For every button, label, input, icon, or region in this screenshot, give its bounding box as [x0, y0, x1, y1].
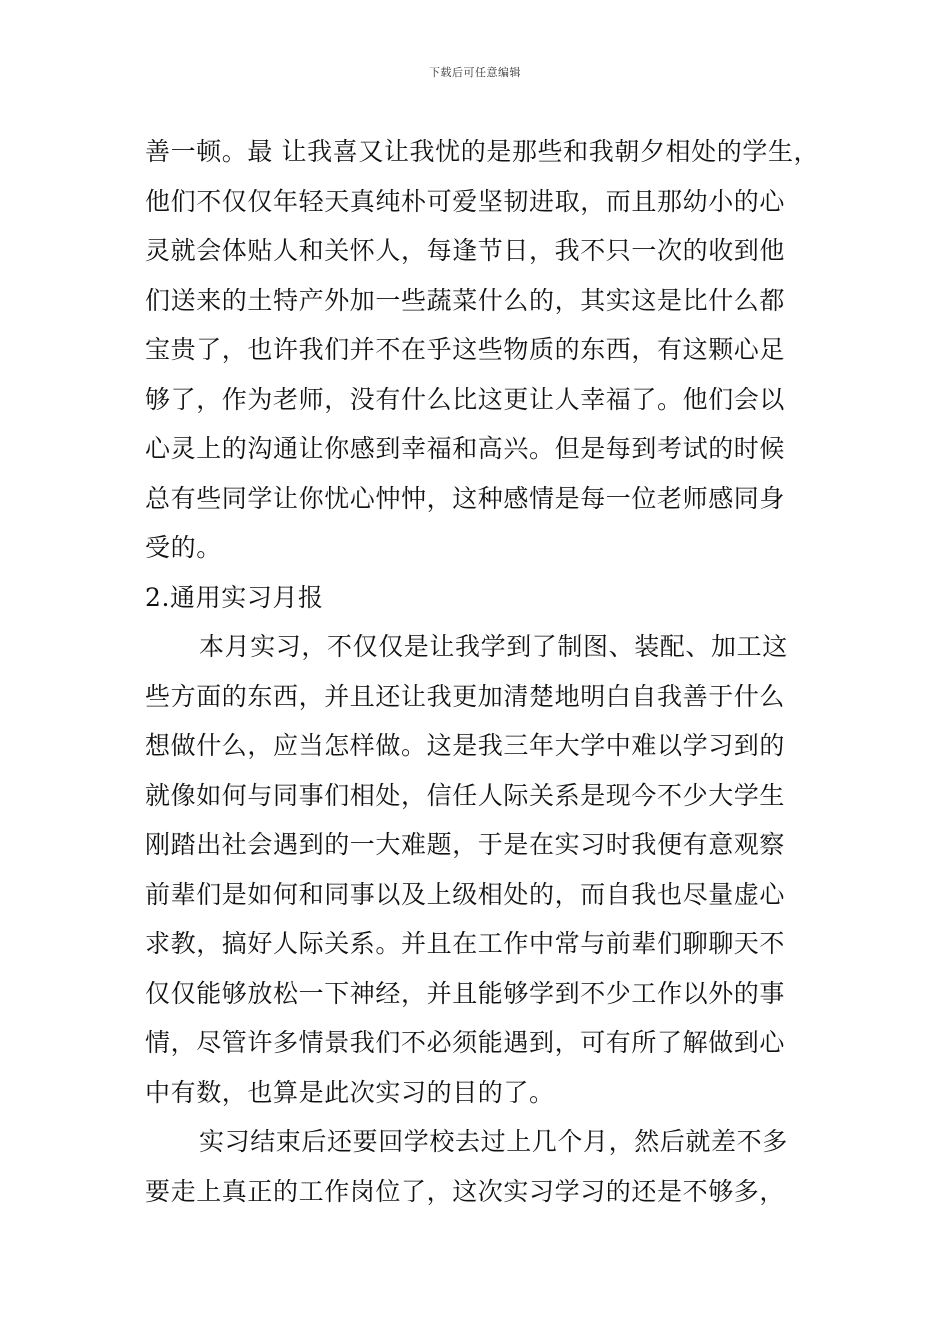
text-line: 要走上真正的工作岗位了，这次实习学习的还是不够多， — [145, 1176, 786, 1206]
text-line: 些方面的东西，并且还让我更加清楚地明白自我善于什么 — [145, 681, 786, 711]
text-line: 总有些同学让你忧心忡忡，这种感情是每一位老师感同身 — [145, 483, 786, 513]
text-line: 实习结束后还要回学校去过上几个月，然后就差不多 — [199, 1127, 788, 1156]
text-line: 受的。 — [145, 533, 222, 562]
text-line: 本月实习，不仅仅是让我学到了制图、装配、加工这 — [199, 632, 788, 661]
text-line: 宝贵了，也许我们并不在乎这些物质的东西，有这颗心足 — [145, 335, 786, 364]
text-line: 心灵上的沟通让你感到幸福和高兴。但是每到考试的时候 — [145, 434, 786, 463]
text-line: 仅仅能够放松一下神经，并且能够学到不少工作以外的事 — [145, 978, 786, 1008]
text-line: 情，尽管许多情景我们不必须能遇到，可有所了解做到心 — [145, 1028, 786, 1057]
text-line: 灵就会体贴人和关怀人，每逢节日，我不只一次的收到他 — [145, 236, 786, 265]
body-text — [145, 127, 820, 1216]
text-line: 他们不仅仅年轻天真纯朴可爱坚韧进取，而且那幼小的心 — [145, 186, 786, 216]
text-line: 够了，作为老师，没有什么比这更让人幸福了。他们会以 — [145, 384, 786, 414]
page-header: 下载后可任意编辑 — [429, 66, 521, 79]
text-line: 2.通用实习月报 — [145, 582, 324, 612]
text-line: 想做什么，应当怎样做。这是我三年大学中难以学习到的 — [145, 731, 786, 760]
text-line: 求教，搞好人际关系。并且在工作中常与前辈们聊聊天不 — [145, 929, 786, 958]
text-line: 们送来的土特产外加一些蔬菜什么的，其实这是比什么都 — [145, 285, 786, 315]
text-line: 就像如何与同事们相处，信任人际关系是现今不少大学生 — [145, 780, 786, 810]
text-line: 前辈们是如何和同事以及上级相处的，而自我也尽量虚心 — [145, 879, 786, 909]
text-line: 善一顿。最 让我喜又让我忧的是那些和我朝夕相处的学生， — [145, 137, 820, 166]
text-line: 中有数，也算是此次实习的目的了。 — [145, 1077, 555, 1107]
text-line: 刚踏出社会遇到的一大难题，于是在实习时我便有意观察 — [145, 830, 786, 859]
